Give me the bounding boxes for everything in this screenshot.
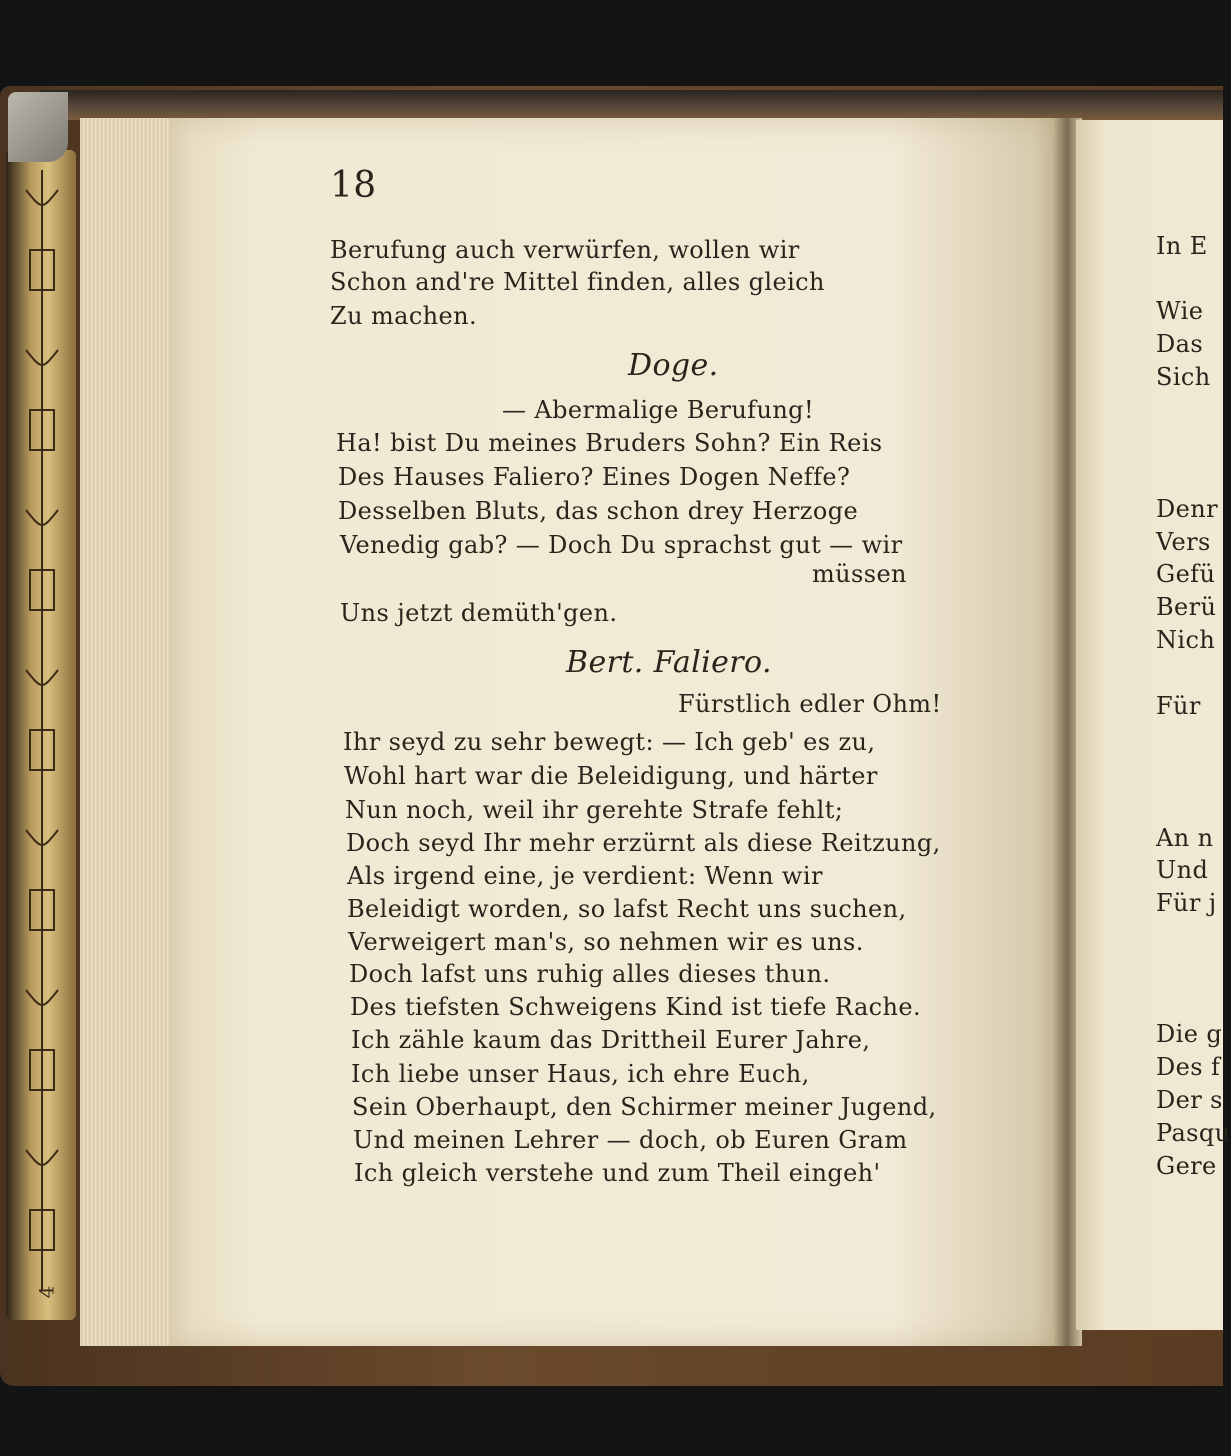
spine-label: 4 — [34, 1285, 59, 1299]
facing-text-line: Die g — [1156, 1020, 1223, 1048]
facing-text-line: Das — [1156, 330, 1204, 358]
text-line: Ich gleich verstehe und zum Theil eingeh' — [354, 1159, 881, 1187]
text-line: Ha! bist Du meines Bruders Sohn? Ein Reis — [336, 429, 883, 457]
facing-text-line: Wie — [1156, 297, 1204, 325]
facing-text-line: An n — [1156, 824, 1214, 852]
speaker-doge: Doge. — [628, 348, 719, 383]
facing-text-line: Für j — [1156, 889, 1217, 917]
text-line: Des tiefsten Schweigens Kind ist tiefe Rache. — [350, 993, 921, 1021]
text-line: Schon and're Mittel finden, alles gleich — [330, 268, 825, 296]
text-line: Sein Oberhaupt, den Schirmer meiner Jugend, — [352, 1093, 937, 1121]
text-line: Ich liebe unser Haus, ich ehre Euch, — [351, 1060, 810, 1088]
text-line: Nun noch, weil ihr gerehte Strafe fehlt; — [345, 796, 844, 824]
facing-text-line: Pasqu — [1156, 1119, 1231, 1147]
page-number: 18 — [330, 165, 377, 206]
facing-text-line: Sich — [1156, 363, 1211, 391]
facing-text-line: Gere — [1156, 1152, 1217, 1180]
text-line: Verweigert man's, so nehmen wir es uns. — [348, 928, 864, 956]
text-line: Des Hauses Faliero? Eines Dogen Neffe? — [338, 463, 851, 491]
facing-text-line: Nich — [1156, 626, 1216, 654]
text-line: müssen — [812, 560, 907, 588]
cover-corner — [8, 92, 68, 162]
text-line: Desselben Bluts, das schon drey Herzoge — [338, 497, 859, 525]
text-line: Berufung auch verwürfen, wollen wir — [330, 236, 800, 264]
text-line: Doch seyd Ihr mehr erzürnt als diese Reitzung, — [346, 829, 941, 857]
spine-ornament-icon — [20, 170, 64, 1290]
facing-text-line: Des f — [1156, 1053, 1221, 1081]
facing-text-line: Der s — [1156, 1086, 1223, 1114]
facing-text-line: Gefü — [1156, 560, 1216, 588]
text-line: Uns jetzt demüth'gen. — [340, 599, 618, 627]
facing-text-line: Für — [1156, 692, 1201, 720]
facing-text-line: Und — [1156, 856, 1209, 884]
text-line: Doch lafst uns ruhig alles dieses thun. — [349, 960, 831, 988]
facing-text-line: Berü — [1156, 593, 1217, 621]
text-line: Ihr seyd zu sehr bewegt: — Ich geb' es zu, — [343, 728, 876, 756]
facing-text-line: In E — [1156, 232, 1208, 260]
facing-text-line: Vers — [1156, 528, 1211, 556]
text-line: Venedig gab? — Doch Du sprachst gut — wir — [340, 531, 903, 559]
text-line: Fürstlich edler Ohm! — [678, 690, 942, 718]
facing-text-line: Denr — [1156, 495, 1218, 523]
cover-top-edge — [40, 90, 1223, 120]
text-line: Beleidigt worden, so lafst Recht uns suchen, — [347, 895, 907, 923]
text-line: — Abermalige Berufung! — [502, 396, 814, 424]
text-line: Zu machen. — [330, 302, 478, 330]
text-line: Als irgend eine, je verdient: Wenn wir — [347, 862, 823, 890]
text-line: Und meinen Lehrer — doch, ob Euren Gram — [353, 1126, 908, 1154]
text-line: Wohl hart war die Beleidigung, und härter — [344, 762, 878, 790]
speaker-bert-faliero: Bert. Faliero. — [566, 645, 772, 680]
text-line: Ich zähle kaum das Drittheil Eurer Jahre, — [351, 1026, 871, 1054]
